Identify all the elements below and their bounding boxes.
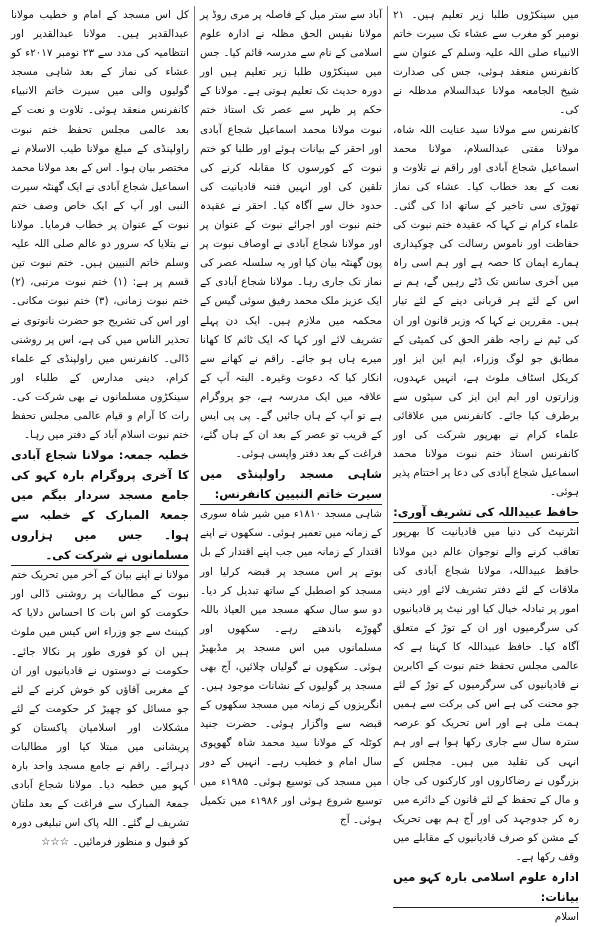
- section-heading: [200, 464, 382, 505]
- paragraph: انٹرنیٹ کی دنیا میں قادیانیت کا بھرپور تعاقب کرنے والے نوجوان عالم دین مولانا حافظ عبیداللہ، مولانا شجاع آبادی کی ملاقات کے لئے دفتر تشریف لائے اور دینی امور پر تبادلہ خیال کیا اور نیٹ پر قادیانیوں کی سرگرمیوں اور ان کے توڑ کے متعلق آگاہ کیا۔ حافظ عبیداللہ کا کہنا ہے کہ عالمی مجلس تحفظ ختم نبوت کے اکابرین نے قادیانیوں کی سرگرمیوں کے توڑ کے لئے جو محنت کی ہے اس کی برکت سے ہمیں ہمت ملی ہے اور اس تحریک کو عرصہ سترہ سال سے جاری رکھا ہوا ہے اور ہم انہی کی تقلید میں ہیں۔ مجلس کے بزرگوں نے رضاکاروں اور کارکنوں کی جان و مال کے تحفظ کے لئے قانون کے دائرے میں رہ کر جدوجہد کی اور آج ہم بھی تحریک کے مشن کو صرف قادیانیوں کے مقابلے میں وقف رکھا ہے۔: [393, 526, 579, 864]
- column-right: [388, 6, 584, 924]
- column-middle: [194, 6, 388, 826]
- section-heading: [11, 445, 189, 566]
- paragraph: کل اس مسجد کے امام و خطیب مولانا عبدالقدیر ہیں۔ مولانا عبدالقدیر اور انتظامیہ کی مدد سے ۲۳ نومبر ۲۰۱۷ء کو عشاء کی نماز کے بعد شاہی مسجد گولیوں والی میں سیرت خاتم الانبیاء کانفرنس منعقد ہوئی۔ تلاوت و نعت کے بعد عالمی مجلس تحفظ ختم نبوت راولپنڈی کے مبلغ مولانا طیب الاسلام نے مختصر بیان ہوا۔ اس کے بعد مولانا محمد اسماعیل شجاع آبادی نے ایک گھنٹہ سیرت النبی اور آپ کے ایک خاص وصف ختم نبوت کے عنوان پر خطاب فرمایا۔ مولانا نے بتلایا کہ سرور دو عالم صلی اللہ علیہ وسلم خاتم النبیین ہیں۔ ختم نبوت تین قسم پر ہے: (۱) ختم نبوت مرتبی، (۲) ختم نبوت زمانی، (۳) ختم نبوت مکانی۔ اور اس کی تشریح جو حضرت نانوتوی نے تحذیر الناس میں کی ہے، اس پر روشنی ڈالی۔ کانفرنس میں راولپنڈی کے علماء کرام، دینی مدارس کے طلباء اور سینکڑوں مسلمانوں نے بھی شرکت کی۔ رات کا آرام و قیام عالمی مجلس تحفظ ختم نبوت اسلام آباد کے دفتر میں رہا۔: [11, 9, 189, 442]
- paragraph: میں سینکڑوں طلبا زیر تعلیم ہیں۔ ۲۱ نومبر کو مغرب سے عشاء تک سیرت خاتم الانبیاء صلی اللہ علیہ وسلم کے عنوان سے کانفرنس منعقد ہوئی، جس کی صدارت شیخ الجامعہ مولانا عبدالسلام مدظلہ نے کی۔: [393, 9, 579, 117]
- section-heading-text: حافظ عبیداللہ کی تشریف آوری:: [393, 502, 579, 523]
- section-heading: [393, 502, 579, 523]
- section-heading: [393, 867, 579, 908]
- paragraph: اسلام: [554, 911, 579, 924]
- section-heading-text: ادارہ علوم اسلامی بارہ کہو میں بیانات:: [393, 867, 579, 908]
- paragraph: شاہی مسجد ۱۸۱۰ء میں شیر شاہ سوری کے زمانہ میں تعمیر ہوئی۔ سکھوں نے اپنے اقتدار کے زمانہ میں جب اپنے اقتدار کے بل بوتے پر اس مسجد پر قبضہ کرلیا اور مسجد کو اصطبل کے ساتھ تبدیل کر دیا۔ دو سو سال سکھ مسجد میں العیاذ باللہ گھوڑے باندھتے رہے۔ سکھوں اور مسلمانوں میں اس مسجد پر مڈبھیڑ ہوئی۔ سکھوں نے گولیاں چلائیں، آج بھی مسجد پر گولیوں کے نشانات موجود ہیں۔ انگریزوں کے زمانہ میں مسجد سکھوں کے قبضہ سے واگزار ہوئی۔ حضرت جنید کوٹلہ کے مولانا سید محمد شاہ گھوپوی سال امام و خطیب رہے۔ انہیں کے دور میں مسجد کی توسیع ہوئی۔ ۱۹۸۵ء میں توسیع شروع ہوئی اور ۱۹۸۶ء میں تکمیل ہوئی۔ آج: [200, 508, 382, 826]
- paragraph: مولانا نے اپنے بیان کے آخر میں تحریک ختم نبوت کے مطالبات پر روشنی ڈالی اور حکومت کو اس بات کا احساس دلایا کہ کیبنٹ سے جو وزراء اس کیس میں ملوث ہیں ان کو فوری طور پر نکالا جائے۔ حکومت نے دوستوں نے قادیانیوں اور ان کے مغربی آقاؤں کو خوش کرنے کے لئے جو مسائل کو چھیڑ کر حکومت کے لئے مشکلات اور اسلامیان پاکستان کو پریشانی میں مبتلا کیا اور مطالبات دہرائے۔ راقم نے جامع مسجد واحد بارہ کہو میں خطبہ دیا۔ مولانا شجاع آبادی جمعۃ المبارک سے فراغت کے بعد ملتان تشریف لے گئے۔ اللہ پاک اس تبلیغی دورہ کو قبول و منظور فرمائیں۔ ☆☆☆: [11, 569, 189, 849]
- column-left: [6, 6, 194, 849]
- section-heading-text: شاہی مسجد راولپنڈی میں سیرت خاتم النبیین کانفرنس:: [200, 464, 382, 505]
- section-heading-text: خطبہ جمعہ: مولانا شجاع آبادی کا آخری پروگرام بارہ کہو کی جامع مسجد سردار بیگم میں جمعۃ المبارک کے خطبہ سے ہوا۔ جس میں ہزاروں مسلمانوں نے شرکت کی۔: [11, 445, 189, 566]
- paragraph: آباد سے ستر میل کے فاصلہ پر مری روڈ پر مولانا نفیس الحق مظلہ نے ادارہ علوم اسلامی کے نام سے مدرسہ قائم کیا۔ جس میں سینکڑوں طلبا زیر تعلیم ہیں اور دورہ حدیث تک تعلیم ہوتی ہے۔ مولانا کے حکم پر ظہر سے عصر تک استاذ ختم نبوت مولانا محمد اسماعیل شجاع آبادی اور احقر کے بیانات ہوئے اور طلبا کو ختم نبوت کے کورسوں کا مقابلہ کرنے کی تلقین کی اور انہیں فتنہ قادیانیت کی حدود خال سے آگاہ کیا۔ احقر نے عقیدہ ختم نبوت اور اجرائے نبوت کے عنوان پر اور مولانا شجاع آبادی نے اوصاف نبوت پر پون گھنٹہ بیان کیا اور یہ سلسلہ عصر کی نماز تک جاری رہا۔ مولانا شجاع آبادی کے ایک عزیز ملک محمد رفیق سوئی گیس کے محکمہ میں ملازم ہیں۔ ایک دن پہلے تشریف لائے اور کہا کہ ایک ٹائم کا کھانا میرے ہاں ہو جائے۔ راقم نے کھانے سے انکار کیا کہ دعوت وغیرہ۔ البتہ آپ کے علاقہ میں ایک مدرسہ ہے، جو پروگرام ہے تو آپ کے ہاں جائیں گے۔ پی پی ایس کے قریب تو عصر کے بعد ان کے ہاں گئے، فراغت کے بعد دفتر واپسی ہوئی۔: [200, 9, 382, 461]
- paragraph: کانفرنس سے مولانا سید عنایت اللہ شاہ، مولانا مفتی عبدالسلام، مولانا محمد اسماعیل شجاع آبادی اور راقم نے تلاوت و نعت کے بعد خطاب کیا۔ عشاء کی نماز تھوڑی سی تاخیر کے ساتھ ادا کی گئی۔ علماء کرام نے کہا کہ عقیدہ ختم نبوت کی حفاظت اور ناموس رسالت کی چوکیداری ہمارے ایمان کا حصہ ہے اور ہم اسی راہ میں آخری سانس تک ڈٹے رہیں گے، ہم نے اس کے لئے ہر قربانی دینے کے لئے تیار ہیں۔ مقررین نے کہا کہ وزیر قانون اور ان کی ٹیم نے راجہ ظفر الحق کی کمیٹی کے مطابق جو لوگ وزراء، ایم این ایز اور کریکل اسٹاف ملوث ہے، انہیں عہدوں، وزارتوں اور ایم این ایز کی سیٹوں سے برطرف کیا جائے۔ کانفرنس میں علاقائی علماء کرام نے بھرپور شرکت کی اور کانفرنس استاذ ختم نبوت مولانا محمد اسماعیل شجاع آبادی کی دعا پر اختتام پذیر ہوئی۔: [393, 123, 579, 499]
